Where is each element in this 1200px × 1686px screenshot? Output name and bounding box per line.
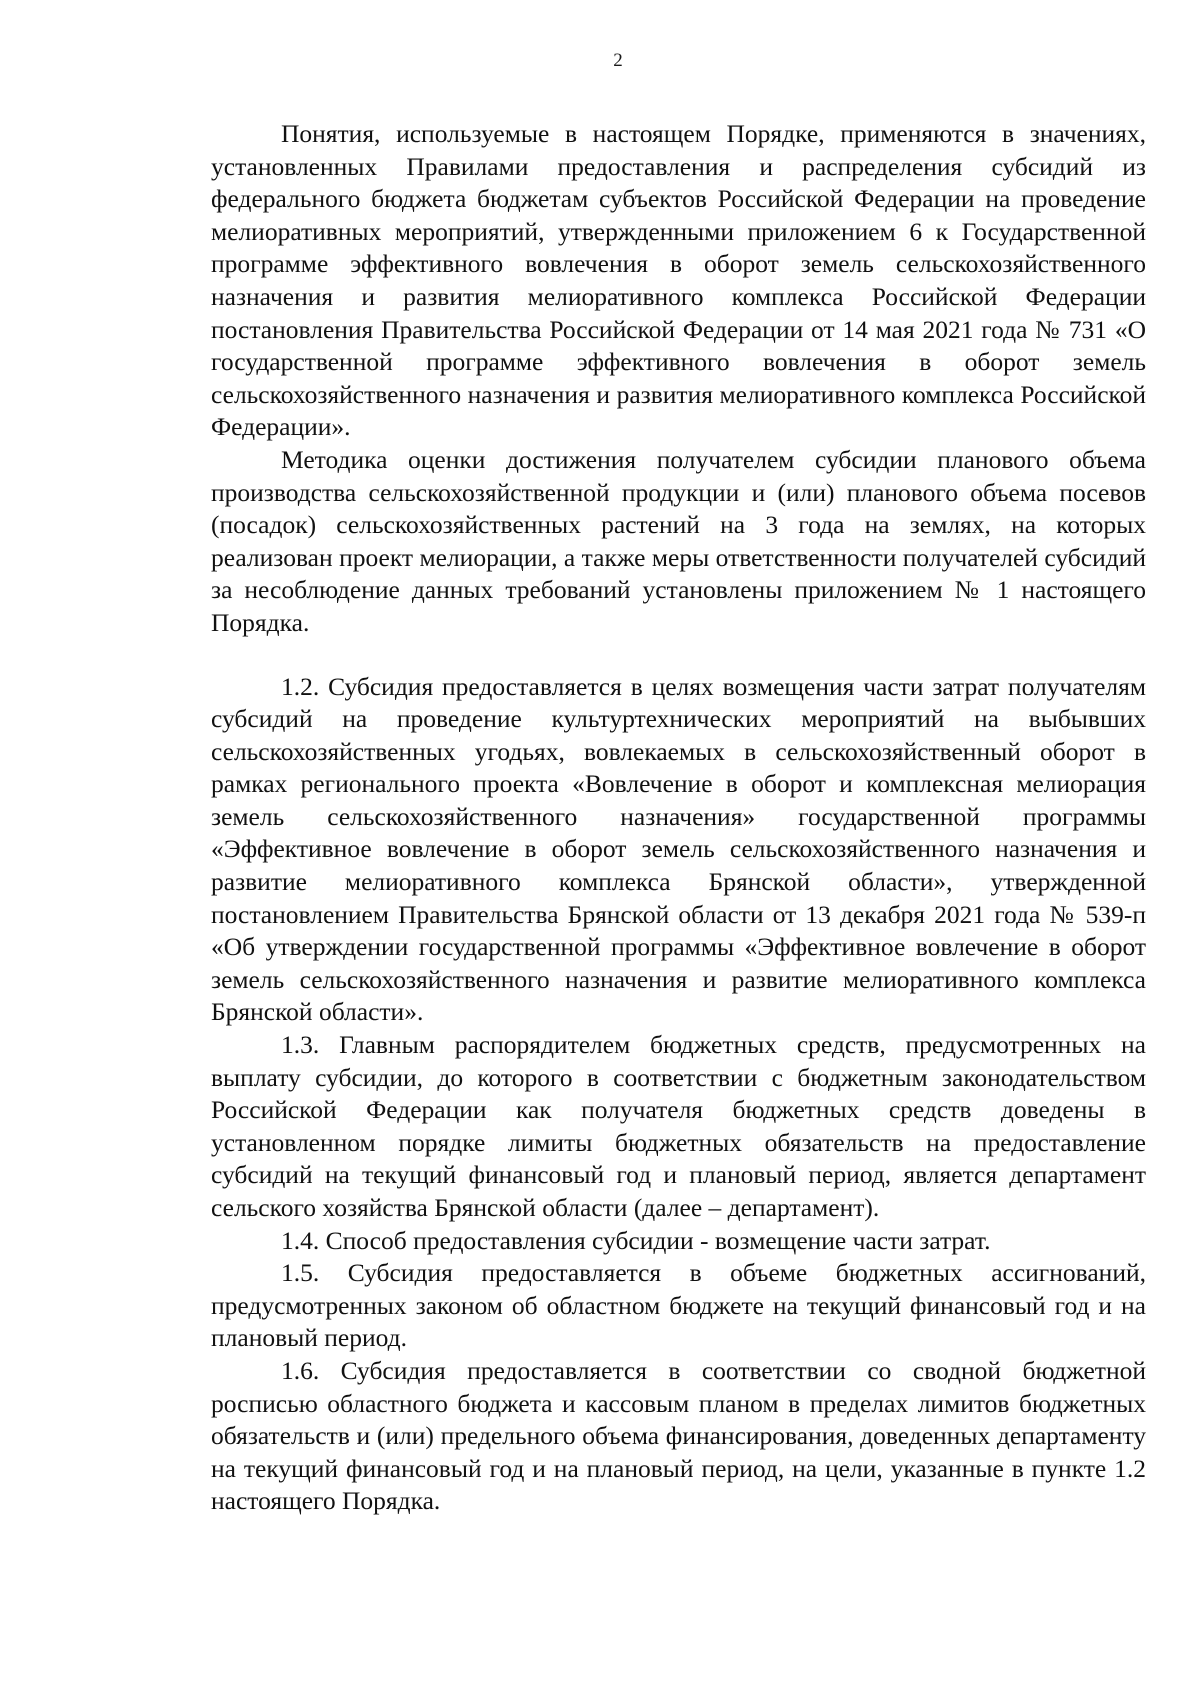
page-number: 2 — [613, 50, 623, 71]
document-body — [211, 118, 1146, 1518]
paragraph-methodology: Методика оценки достижения получателем субсидии планового объема производства сельскохозяйственной продукции и (или) планового объема посевов (посадок) сельскохозяйственных растений на 3 года на землях, на которых реализован проект мелиорации, а также меры ответственности получателей субсидий за несоблюдение данных требований установлены приложением № 1 настоящего Порядка. — [211, 444, 1146, 637]
paragraph-1-6: 1.6. Субсидия предоставляется в соответствии со сводной бюджетной росписью областного бюджета и кассовым планом в пределах лимитов бюджетных обязательств и (или) предельного объема финансирования, доведенных департаменту на текущий финансовый год и на плановый период, на цели, указанные в пункте 1.2 настоящего Порядка. — [211, 1355, 1146, 1516]
paragraph-1-2: 1.2. Субсидия предоставляется в целях возмещения части затрат получателям субсидий на проведение культуртехнических мероприятий на выбывших сельскохозяйственных угодьях, вовлекаемых в сельскохозяйственный оборот в рамках регионального проекта «Вовлечение в оборот и комплексная мелиорация земель сельскохозяйственного назначения» государственной программы «Эффективное вовлечение в оборот земель сельскохозяйственного назначения и развитие мелиоративного комплекса Брянской области», утвержденной постановлением Правительства Брянской области от 13 декабря 2021 года № 539-п «Об утверждении государственной программы «Эффективное вовлечение в оборот земель сельскохозяйственного назначения и развитие мелиоративного комплекса Брянской области». — [211, 671, 1146, 1027]
paragraph-definitions: Понятия, используемые в настоящем Порядке, применяются в значениях, установленных Правилами предоставления и распределения субсидий из федерального бюджета бюджетам субъектов Российской Федерации на проведение мелиоративных мероприятий, утвержденными приложением 6 к Государственной программе эффективного вовлечения в оборот земель сельскохозяйственного назначения и развития мелиоративного комплекса Российской Федерации постановления Правительства Российской Федерации от 14 мая 2021 года № 731 «О государственной программе эффективного вовлечения в оборот земель сельскохозяйственного назначения и развития мелиоративного комплекса Российской Федерации». — [211, 119, 1146, 442]
paragraph-1-3: 1.3. Главным распорядителем бюджетных средств, предусмотренных на выплату субсидии, до которого в соответствии с бюджетным законодательством Российской Федерации как получателя бюджетных средств доведены в установленном порядке лимиты бюджетных обязательств на предоставление субсидий на текущий финансовый год и плановый период, является департамент сельского хозяйства Брянской области (далее – департамент). — [211, 1030, 1146, 1222]
paragraph-1-4: 1.4. Способ предоставления субсидии - возмещение части затрат. — [281, 1225, 991, 1255]
paragraph-1-5: 1.5. Субсидия предоставляется в объеме бюджетных ассигнований, предусмотренных законом об областном бюджете на текущий финансовый год и на плановый период. — [211, 1258, 1146, 1353]
